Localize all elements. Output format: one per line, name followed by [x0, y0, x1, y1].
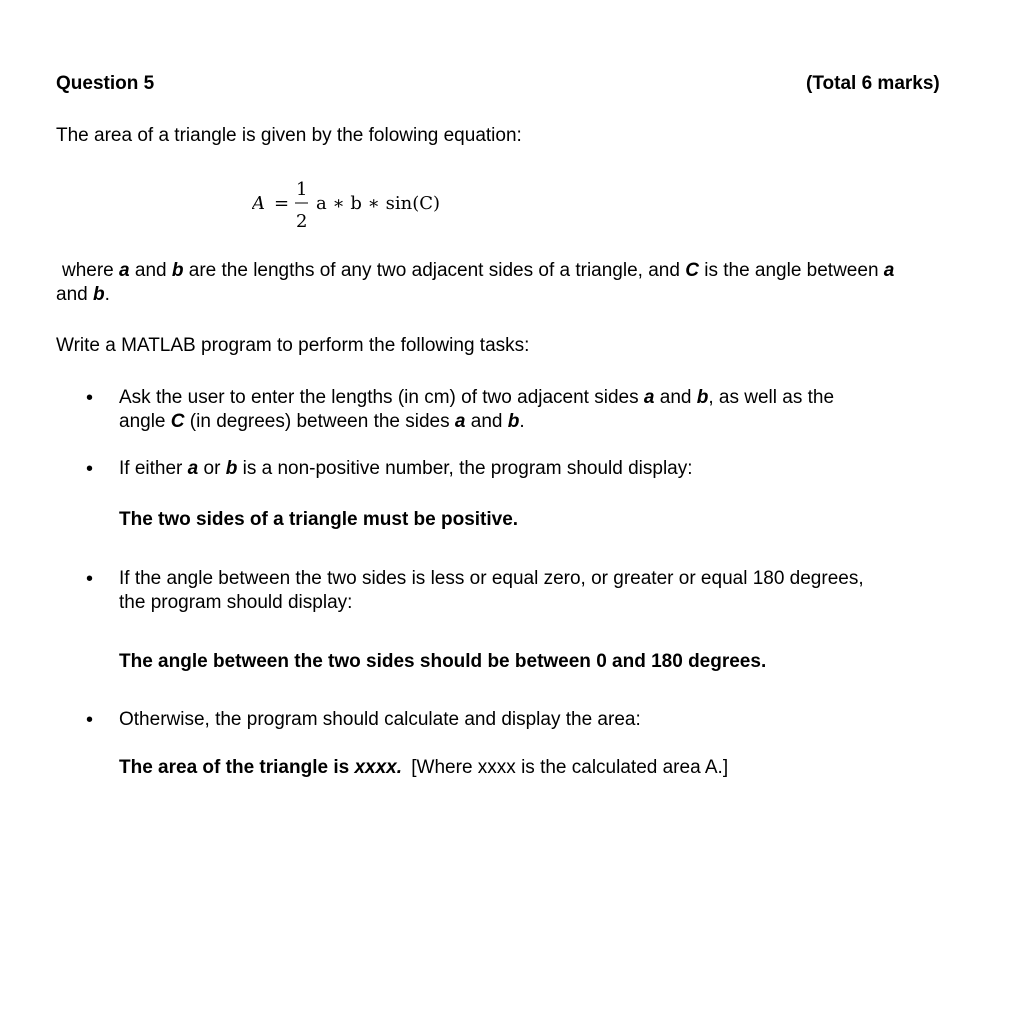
- desc-text: is the angle between: [704, 260, 879, 281]
- bullet-3-line-1: If the angle between the two sides is less or equal zero, or greater or equal 180 degrees,: [119, 568, 864, 589]
- bullet-icon: •: [86, 709, 94, 731]
- description-line-1: [62, 260, 894, 282]
- desc-text: and: [134, 260, 167, 281]
- bullet-4-text: Otherwise, the program should calculate and display the area:: [119, 709, 641, 730]
- bullet-text: (in degrees) between the sides: [189, 411, 450, 432]
- bullet-3-line-2: the program should display:: [119, 592, 353, 613]
- bullet-1-line-2: [119, 411, 525, 433]
- bullet-text: , as well as the: [708, 387, 835, 408]
- total-marks: (Total 6 marks): [806, 73, 940, 94]
- var-a: a: [187, 458, 199, 479]
- bullet-text: angle: [119, 411, 166, 432]
- bullet-icon: •: [86, 458, 94, 480]
- bullet-text: is a non-positive number, the program should display:: [242, 458, 693, 479]
- bullet-text: and: [659, 387, 692, 408]
- question-title: Question 5: [56, 73, 155, 94]
- message-sides-positive: The two sides of a triangle must be positive.: [119, 509, 519, 530]
- bullet-text: and: [470, 411, 503, 432]
- var-a: a: [454, 411, 466, 432]
- var-a: a: [883, 260, 895, 281]
- description-line-2: [56, 284, 110, 306]
- desc-text: where: [62, 260, 114, 281]
- desc-text: and: [56, 284, 88, 305]
- var-c: C: [685, 260, 699, 281]
- area-placeholder: xxxx.: [354, 757, 402, 778]
- bullet-text: If either: [119, 458, 183, 479]
- message-area: The area of the triangle is: [119, 757, 350, 778]
- var-b: b: [171, 260, 184, 281]
- message-angle-range: The angle between the two sides should be between 0 and 180 degrees.: [119, 651, 767, 672]
- eq-equals: =: [274, 193, 290, 214]
- eq-numerator: 1: [296, 179, 308, 200]
- desc-text: are the lengths of any two adjacent sides of a triangle, and: [188, 260, 680, 281]
- bullet-text: .: [519, 411, 525, 432]
- eq-denominator: 2: [296, 211, 308, 230]
- bullet-text: or: [203, 458, 221, 479]
- message-area-line: [119, 757, 728, 779]
- bullet-icon: •: [86, 387, 94, 409]
- area-equation: [252, 178, 482, 230]
- var-a: a: [643, 387, 655, 408]
- area-note: [Where xxxx is the calculated area A.]: [411, 757, 729, 778]
- var-b: b: [696, 387, 709, 408]
- bullet-icon: •: [86, 568, 94, 590]
- bullet-1-line-1: [119, 387, 834, 409]
- bullet-2-text: [119, 458, 693, 480]
- var-b: b: [507, 411, 520, 432]
- eq-rhs: a ∗ b ∗ sin(C): [316, 193, 441, 214]
- desc-text: .: [104, 284, 110, 305]
- write-intro: Write a MATLAB program to perform the following tasks:: [56, 335, 530, 356]
- eq-lhs: A: [252, 193, 265, 214]
- intro-text: The area of a triangle is given by the folowing equation:: [56, 125, 522, 146]
- bullet-text: Ask the user to enter the lengths (in cm) of two adjacent sides: [119, 387, 639, 408]
- var-b: b: [225, 458, 238, 479]
- var-b: b: [92, 284, 105, 305]
- var-a: a: [119, 260, 130, 281]
- var-c: C: [170, 411, 185, 432]
